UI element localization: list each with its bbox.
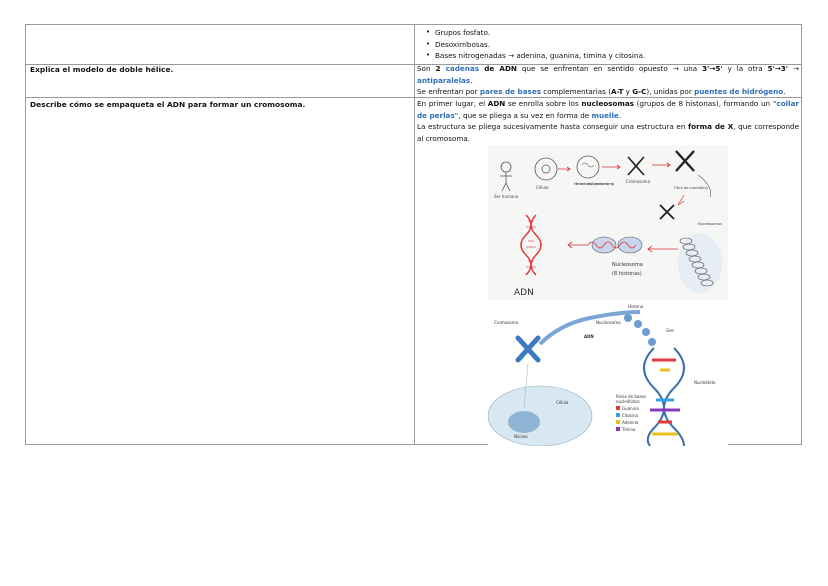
chromatin-squiggle xyxy=(582,163,594,167)
legend-title: Pares de bases xyxy=(616,394,646,399)
label-histonas: (8 histonas) xyxy=(612,271,642,277)
legend-timina: Timina xyxy=(622,427,636,432)
legend-swatch-guanina xyxy=(616,406,620,410)
label-adn: ADN xyxy=(514,288,534,298)
row2-answer xyxy=(417,63,799,98)
label-nucleosoma: Nucleosoma xyxy=(612,262,643,268)
label-gen: Gen xyxy=(666,328,675,333)
label-nucleo: Núcleo xyxy=(514,434,528,439)
person-icon xyxy=(501,162,511,172)
diagram-svg xyxy=(488,304,728,446)
cell-shape xyxy=(488,386,592,446)
nucleus-shape xyxy=(508,411,540,433)
content-table xyxy=(25,24,802,445)
base-pairs xyxy=(650,360,680,434)
label-cromosoma: Cromosoma xyxy=(626,179,651,184)
cell-icon xyxy=(535,158,557,180)
chromosome-x-icon xyxy=(676,151,694,171)
list-item: • Bases nitrogenadas → adenina, guanina, timina y citosina. xyxy=(435,50,799,62)
dna-packaging-drawing xyxy=(488,145,728,300)
dna-structure-diagram xyxy=(488,304,728,446)
bullet-list xyxy=(417,27,799,62)
row3-question: Describe cómo se empaqueta el ADN para formar un cromosoma. xyxy=(30,100,306,109)
legend-title-2: nucleótidos: xyxy=(616,399,641,404)
list-item: • Grupos fosfato. xyxy=(435,27,799,39)
legend-citosina: Citosina xyxy=(622,413,639,418)
label-ser: Ser humano xyxy=(494,194,519,199)
legend-swatch-timina xyxy=(616,427,620,431)
chromosome-x-icon xyxy=(518,338,538,360)
list-item: • Desoxirribosas. xyxy=(435,39,799,51)
label-fibra: Fibra de cromatina xyxy=(674,186,708,190)
row2-question: Explica el modelo de doble hélice. xyxy=(30,65,174,74)
dna-strand xyxy=(531,215,541,275)
label-nucleosomas: Nucleosomas xyxy=(698,222,722,226)
row3-answer xyxy=(417,98,799,144)
label-nucleo: Membrana nuclear (23 pares de cromosomas) xyxy=(574,182,614,186)
legend-swatch-citosina xyxy=(616,413,620,417)
paragraph: En primer lugar, el ADN se enrolla sobre los nucleosomas (grupos de 8 histonas), formando un "collar de perlas", que se pliega a su vez en forma de muelle. xyxy=(417,99,799,120)
chromosome-x-icon xyxy=(628,157,644,175)
arrow xyxy=(602,165,620,169)
coil-bubble xyxy=(678,233,722,293)
nucleosome-beads xyxy=(624,314,656,346)
label-histona: Histona xyxy=(628,304,644,309)
arrow xyxy=(558,167,570,171)
arrow xyxy=(678,195,684,205)
label-nucleotido: Nucleótido xyxy=(694,380,716,385)
paragraph: La estructura se pliega sucesivamente hasta conseguir una estructura en forma de X, que corresponde al cromosoma. xyxy=(417,122,799,143)
dna-strand xyxy=(664,348,684,446)
label-adn: ADN xyxy=(584,334,594,339)
cell-nucleus xyxy=(542,165,550,173)
dna-strand xyxy=(521,215,531,275)
arrow xyxy=(568,242,588,248)
legend-swatch-adenina xyxy=(616,420,620,424)
row1-answer xyxy=(417,27,799,62)
paragraph: Se enfrentan por pares de bases complementarias (A-T y G-C), unidas por puentes de hidrógeno. xyxy=(417,87,786,97)
arrow xyxy=(652,163,670,167)
nucleosome-bead xyxy=(618,237,642,253)
nucleus-icon xyxy=(577,156,599,178)
label-celula: Célula xyxy=(556,400,569,405)
paragraph: Son 2 cadenas de ADN que se enfrentan en sentido opuesto → una 3'→5' y la otra 5'→3' → antiparalelas. xyxy=(417,64,799,85)
legend-guanina: Guanina xyxy=(622,406,639,411)
base-pair-legend xyxy=(616,394,646,432)
label-nucleosoma: Nucleosoma xyxy=(596,320,621,325)
chromosome-x-icon xyxy=(660,205,674,219)
arrow xyxy=(648,246,678,252)
label-celula: Célula xyxy=(536,185,549,190)
label-cromosoma: Cromosoma xyxy=(494,320,519,325)
column-divider xyxy=(414,25,415,444)
dna-strand xyxy=(644,348,664,446)
drawing-svg xyxy=(488,145,728,300)
legend-adenina: Adenina xyxy=(622,420,639,425)
person-body xyxy=(500,172,512,191)
